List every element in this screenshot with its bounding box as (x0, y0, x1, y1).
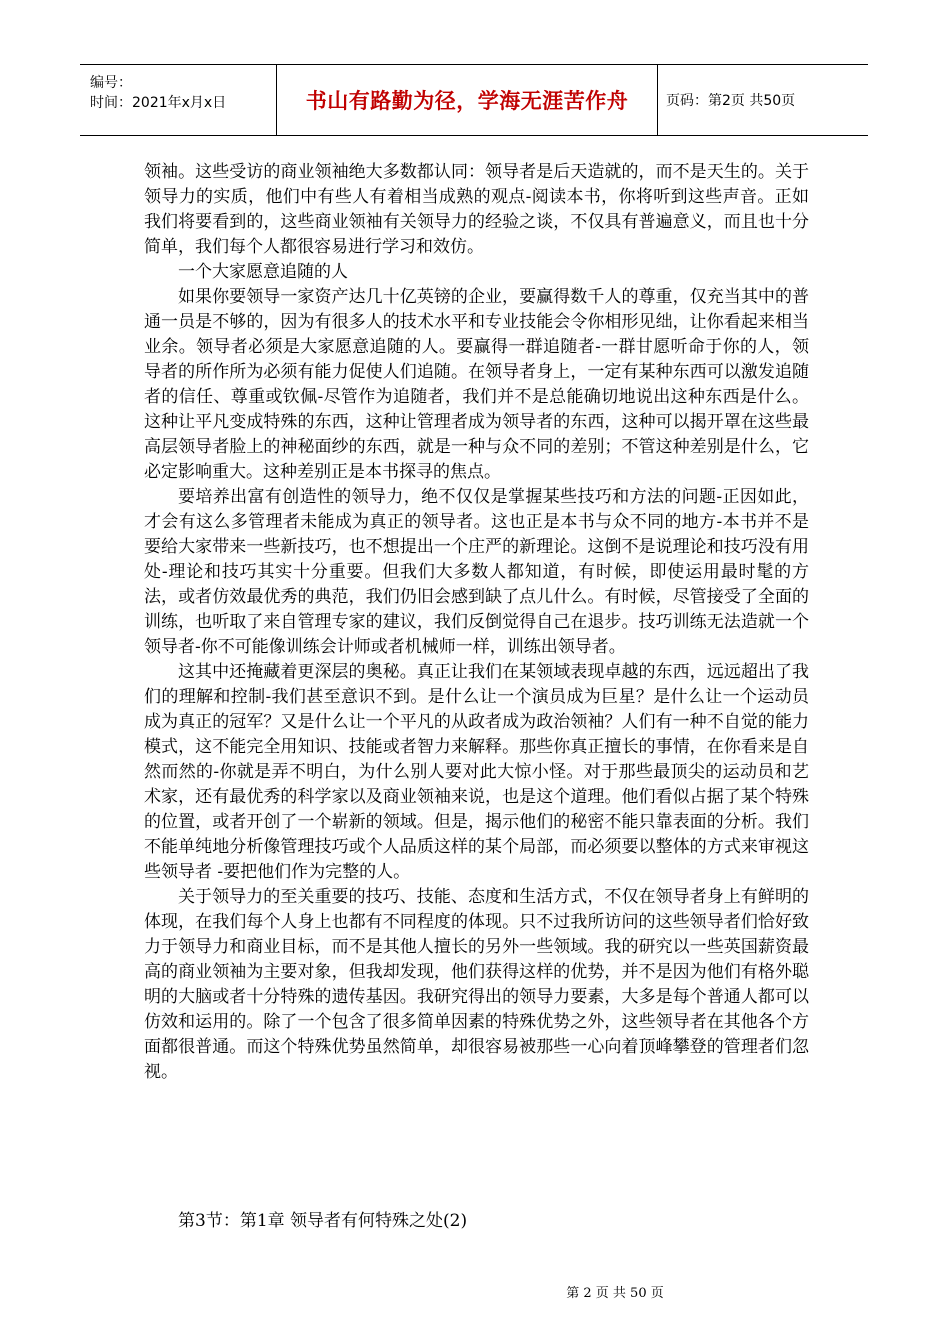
paragraph: 要培养出富有创造性的领导力，绝不仅仅是掌握某些技巧和方法的问题-正因如此，才会有这么多管理者未能成为真正的领导者。这也正是本书与众不同的地方-本书并不是要给大家带来一些新技巧，也不想提出一个庄严的新理论。这倒不是说理论和技巧没有用处-理论和技巧其实十分重要。但我们大多数人都知道，有时候，即使运用最时髦的方法，或者仿效最优秀的典范，我们仍旧会感到缺了点儿什么。有时候，尽管接受了全面的训练，也听取了来自管理专家的建议，我们反倒觉得自己在退步。技巧训练无法造就一个领导者-你不可能像训练会计师或者机械师一样，训练出领导者。 (144, 487, 809, 657)
page-header (80, 64, 868, 136)
paragraph: 领袖。这些受访的商业领袖绝大多数都认同：领导者是后天造就的，而不是天生的。关于领导力的实质，他们中有些人有着相当成熟的观点-阅读本书，你将听到这些声音。正如我们将要看到的，这些商业领袖有关领导力的经验之谈，不仅具有普遍意义，而且也十分简单，我们每个人都很容易进行学习和效仿。 (144, 162, 809, 257)
document-body (144, 160, 809, 1085)
paragraph: 这其中还掩藏着更深层的奥秘。真正让我们在某领域表现卓越的东西，远远超出了我们的理解和控制-我们甚至意识不到。是什么让一个演员成为巨星？是什么让一个运动员成为真正的冠军？又是什么让一个平凡的从政者成为政治领袖？人们有一种不自觉的能力模式，这不能完全用知识、技能或者智力来解释。那些你真正擅长的事情，在你看来是自然而然的-你就是弄不明白，为什么别人要对此大惊小怪。对于那些最顶尖的运动员和艺术家，还有最优秀的科学家以及商业领袖来说，也是这个道理。他们看似占据了某个特殊的位置，或者开创了一个崭新的领域。但是，揭示他们的秘密不能只靠表面的分析。我们不能单纯地分析像管理技巧或个人品质这样的某个局部，而必须要以整体的方式来审视这些领导者 -要把他们作为完整的人。 (144, 662, 809, 882)
header-motto-cell (276, 65, 658, 135)
footer-page-number: 第 2 页 共 50 页 (566, 1286, 664, 1301)
page-footer (0, 1282, 950, 1301)
section-title: 第3节：第1章 领导者有何特殊之处(2) (178, 1211, 468, 1231)
header-page-number: 页码：第2页 共50页 (666, 93, 796, 109)
header-date: 时间：2021年x月x日 (90, 95, 227, 111)
header-number: 编号： (90, 75, 132, 91)
subheading: 一个大家愿意追随的人 (178, 262, 348, 282)
paragraph: 如果你要领导一家资产达几十亿英镑的企业，要赢得数千人的尊重，仅充当其中的普通一员是不够的，因为有很多人的技术水平和专业技能会令你相形见绌，让你看起来相当业余。领导者必须是大家愿意追随的人。要赢得一群追随者-一群甘愿听命于你的人，领导者的所作所为必须有能力促使人们追随。在领导者身上，一定有某种东西可以激发追随者的信任、尊重或钦佩-尽管作为追随者，我们并不是总能确切地说出这种东西是什么。这种让平凡变成特殊的东西，这种让管理者成为领导者的东西，这种可以揭开罩在这些最高层领导者脸上的神秘面纱的东西，就是一种与众不同的差别；不管这种差别是什么，它必定影响重大。这种差别正是本书探寻的焦点。 (144, 287, 809, 482)
header-motto: 书山有路勤为径，学海无涯苦作舟 (305, 89, 629, 113)
paragraph: 关于领导力的至关重要的技巧、技能、态度和生活方式，不仅在领导者身上有鲜明的体现，在我们每个人身上也都有不同程度的体现。只不过我所访问的这些领导者们恰好致力于领导力和商业目标，而不是其他人擅长的另外一些领域。我的研究以一些英国薪资最高的商业领袖为主要对象，但我却发现，他们获得这样的优势，并不是因为他们有格外聪明的大脑或者十分特殊的遗传基因。我研究得出的领导力要素，大多是每个普通人都可以仿效和运用的。除了一个包含了很多简单因素的特殊优势之外，这些领导者在其他各个方面都很普通。而这个特殊优势虽然简单，却很容易被那些一心向着顶峰攀登的管理者们忽视。 (144, 887, 809, 1082)
header-meta (80, 65, 270, 135)
